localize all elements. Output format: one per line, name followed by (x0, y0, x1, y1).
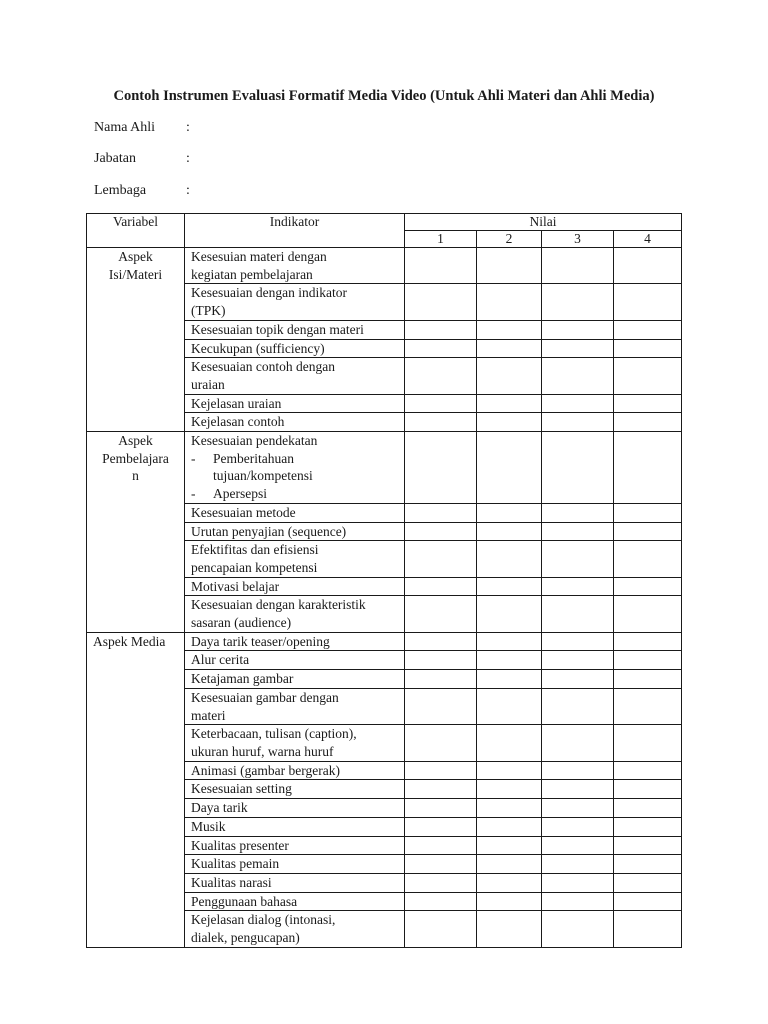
score-cell (542, 780, 614, 799)
score-cell (405, 541, 477, 577)
indicator-subitem (191, 450, 404, 468)
indicator-cell (185, 651, 405, 670)
indicator-text: Kejelasan contoh (191, 414, 285, 430)
score-cell (542, 394, 614, 413)
evaluation-table (86, 213, 682, 948)
score-cell (614, 577, 682, 596)
score-cell (614, 320, 682, 339)
score-cell (477, 320, 542, 339)
subitem-dash: - (191, 450, 196, 466)
score-cell (614, 596, 682, 632)
score-cell (614, 892, 682, 911)
indicator-text: Kesesuaian setting (191, 781, 292, 797)
variabel-label: Isi/Materi (108, 266, 163, 282)
score-cell (542, 836, 614, 855)
score-cell (542, 339, 614, 358)
score-cell (477, 725, 542, 761)
score-cell (405, 761, 477, 780)
score-cell (477, 761, 542, 780)
score-cell (405, 522, 477, 541)
indicator-cell (185, 394, 405, 413)
score-cell (477, 432, 542, 504)
score-cell (542, 432, 614, 504)
indicator-text: Alur cerita (191, 652, 250, 668)
variabel-label: Aspek (118, 433, 153, 449)
score-cell (477, 522, 542, 541)
score-cell (542, 725, 614, 761)
score-cell (542, 596, 614, 632)
score-cell (542, 651, 614, 670)
score-cell (405, 432, 477, 504)
indicator-cell (185, 248, 405, 284)
score-cell (477, 651, 542, 670)
score-cell (477, 799, 542, 818)
indicator-cell (185, 522, 405, 541)
field-lembaga (94, 181, 190, 201)
indicator-cell (185, 780, 405, 799)
field-nama-ahli (94, 118, 190, 138)
indicator-text: Musik (191, 818, 226, 834)
score-cell (614, 503, 682, 522)
indicator-cell (185, 432, 405, 504)
score-cell (614, 432, 682, 504)
indicator-text: materi (191, 707, 226, 723)
header-score: 1 (405, 231, 477, 248)
variabel-cell (87, 432, 185, 633)
field-label: Lembaga (94, 183, 147, 198)
score-cell (542, 855, 614, 874)
score-cell (542, 320, 614, 339)
score-cell (614, 632, 682, 651)
indicator-text: Kualitas presenter (191, 837, 289, 853)
indicator-text: Motivasi belajar (191, 578, 280, 594)
score-cell (405, 670, 477, 689)
indicator-cell (185, 339, 405, 358)
score-cell (405, 358, 477, 394)
score-cell (614, 358, 682, 394)
score-cell (542, 522, 614, 541)
indicator-text: Kesesuaian gambar dengan (191, 689, 339, 705)
score-cell (542, 873, 614, 892)
score-cell (542, 577, 614, 596)
score-cell (542, 284, 614, 320)
indicator-cell (185, 817, 405, 836)
score-cell (477, 873, 542, 892)
indicator-cell (185, 577, 405, 596)
score-cell (405, 873, 477, 892)
score-cell (614, 413, 682, 432)
table-row (87, 248, 682, 284)
score-cell (477, 632, 542, 651)
score-cell (614, 761, 682, 780)
table-row (87, 432, 682, 504)
score-cell (477, 596, 542, 632)
indicator-subitem (191, 467, 404, 485)
score-cell (614, 541, 682, 577)
score-cell (614, 911, 682, 947)
indicator-text: (TPK) (191, 303, 226, 319)
indicator-cell (185, 725, 405, 761)
score-cell (542, 892, 614, 911)
indicator-text: Kesesuaian metode (191, 504, 296, 520)
score-cell (405, 688, 477, 724)
score-cell (542, 503, 614, 522)
header-indikator: Indikator (185, 214, 405, 248)
indicator-text: ukuran huruf, warna huruf (191, 743, 334, 759)
header-score: 3 (542, 231, 614, 248)
indicator-cell (185, 892, 405, 911)
indicator-text: sasaran (audience) (191, 615, 292, 631)
indicator-text: kegiatan pembelajaran (191, 266, 313, 282)
score-cell (405, 284, 477, 320)
score-cell (477, 394, 542, 413)
score-cell (477, 855, 542, 874)
header-score: 4 (614, 231, 682, 248)
indicator-text: Kesesuaian pendekatan (191, 433, 318, 449)
indicator-cell (185, 284, 405, 320)
indicator-text: dialek, pengucapan) (191, 930, 300, 946)
score-cell (477, 892, 542, 911)
score-cell (405, 836, 477, 855)
indicator-text: Daya tarik (191, 800, 248, 816)
score-cell (405, 503, 477, 522)
indicator-cell (185, 541, 405, 577)
indicator-text: Keterbacaan, tulisan (caption), (191, 726, 357, 742)
score-cell (405, 339, 477, 358)
field-colon: : (186, 183, 190, 198)
score-cell (405, 394, 477, 413)
score-cell (542, 670, 614, 689)
indicator-text: Penggunaan bahasa (191, 893, 298, 909)
score-cell (614, 670, 682, 689)
score-cell (614, 284, 682, 320)
score-cell (614, 780, 682, 799)
score-cell (477, 670, 542, 689)
score-cell (542, 911, 614, 947)
score-cell (405, 817, 477, 836)
score-cell (614, 522, 682, 541)
score-cell (405, 725, 477, 761)
score-cell (614, 855, 682, 874)
subitem-text: Apersepsi (213, 486, 267, 502)
field-jabatan (94, 149, 190, 169)
header-variabel: Variabel (87, 214, 185, 248)
score-cell (542, 358, 614, 394)
score-cell (405, 596, 477, 632)
score-cell (477, 836, 542, 855)
score-cell (477, 577, 542, 596)
score-cell (614, 688, 682, 724)
score-cell (405, 799, 477, 818)
subitem-text: Pemberitahuan (213, 450, 294, 466)
score-cell (405, 911, 477, 947)
score-cell (405, 855, 477, 874)
indicator-cell (185, 855, 405, 874)
table-row (87, 632, 682, 651)
indicator-text: Kesesuaian dengan indikator (191, 285, 347, 301)
score-cell (477, 284, 542, 320)
indicator-cell (185, 358, 405, 394)
indicator-text: Animasi (gambar bergerak) (191, 762, 340, 778)
indicator-text: Efektifitas dan efisiensi (191, 542, 319, 558)
indicator-cell (185, 761, 405, 780)
indicator-cell (185, 911, 405, 947)
score-cell (405, 320, 477, 339)
score-cell (477, 541, 542, 577)
subitem-text: tujuan/kompetensi (213, 468, 313, 484)
field-label: Jabatan (94, 151, 136, 166)
indicator-text: Kesesuian materi dengan (191, 249, 327, 264)
indicator-text: Kejelasan dialog (intonasi, (191, 912, 336, 928)
score-cell (477, 911, 542, 947)
indicator-text: pencapaian kompetensi (191, 559, 318, 575)
score-cell (405, 577, 477, 596)
indicator-text: Daya tarik teaser/opening (191, 633, 330, 649)
score-cell (477, 339, 542, 358)
score-cell (542, 817, 614, 836)
indicator-text: Kualitas narasi (191, 874, 272, 890)
indicator-cell (185, 596, 405, 632)
indicator-text: uraian (191, 376, 225, 392)
score-cell (477, 688, 542, 724)
indicator-cell (185, 503, 405, 522)
indicator-cell (185, 413, 405, 432)
score-cell (542, 632, 614, 651)
score-cell (542, 413, 614, 432)
variabel-label: Aspek Media (93, 633, 166, 649)
field-colon: : (186, 151, 190, 166)
score-cell (542, 761, 614, 780)
variabel-cell (87, 632, 185, 947)
score-cell (477, 503, 542, 522)
score-cell (542, 541, 614, 577)
score-cell (614, 836, 682, 855)
indicator-cell (185, 688, 405, 724)
document-title: Contoh Instrumen Evaluasi Formatif Media Video (Untuk Ahli Materi dan Ahli Media) (113, 88, 655, 104)
indicator-text: Ketajaman gambar (191, 671, 294, 687)
indicator-cell (185, 320, 405, 339)
indicator-text: Kecukupan (sufficiency) (191, 340, 325, 356)
score-cell (614, 725, 682, 761)
score-cell (614, 339, 682, 358)
header-score: 2 (477, 231, 542, 248)
score-cell (614, 817, 682, 836)
indicator-text: Kualitas pemain (191, 856, 280, 872)
score-cell (542, 688, 614, 724)
indicator-cell (185, 632, 405, 651)
indicator-text: Urutan penyajian (sequence) (191, 523, 347, 539)
score-cell (477, 358, 542, 394)
score-cell (614, 394, 682, 413)
indicator-cell (185, 873, 405, 892)
score-cell (405, 632, 477, 651)
score-cell (405, 651, 477, 670)
variabel-label: n (132, 468, 139, 484)
score-cell (477, 780, 542, 799)
score-cell (614, 651, 682, 670)
indicator-subitem (191, 485, 404, 503)
score-cell (614, 248, 682, 284)
indicator-text: Kesesuaian contoh dengan (191, 359, 335, 375)
indicator-text: Kesesuaian dengan karakteristik (191, 597, 366, 613)
indicator-text: Kesesuaian topik dengan materi (191, 321, 364, 337)
indicator-cell (185, 836, 405, 855)
score-cell (405, 780, 477, 799)
variabel-label: Aspek (118, 249, 153, 264)
field-label: Nama Ahli (94, 120, 156, 135)
subitem-dash: - (191, 486, 196, 502)
score-cell (405, 413, 477, 432)
indicator-cell (185, 799, 405, 818)
score-cell (405, 248, 477, 284)
score-cell (477, 413, 542, 432)
indicator-text: Kejelasan uraian (191, 395, 282, 411)
variabel-cell (87, 248, 185, 432)
variabel-label: Pembelajara (102, 450, 169, 466)
score-cell (477, 817, 542, 836)
score-cell (405, 892, 477, 911)
field-colon: : (186, 120, 190, 135)
score-cell (477, 248, 542, 284)
indicator-cell (185, 670, 405, 689)
score-cell (542, 799, 614, 818)
score-cell (614, 873, 682, 892)
header-nilai: Nilai (405, 214, 682, 231)
score-cell (614, 799, 682, 818)
score-cell (542, 248, 614, 284)
